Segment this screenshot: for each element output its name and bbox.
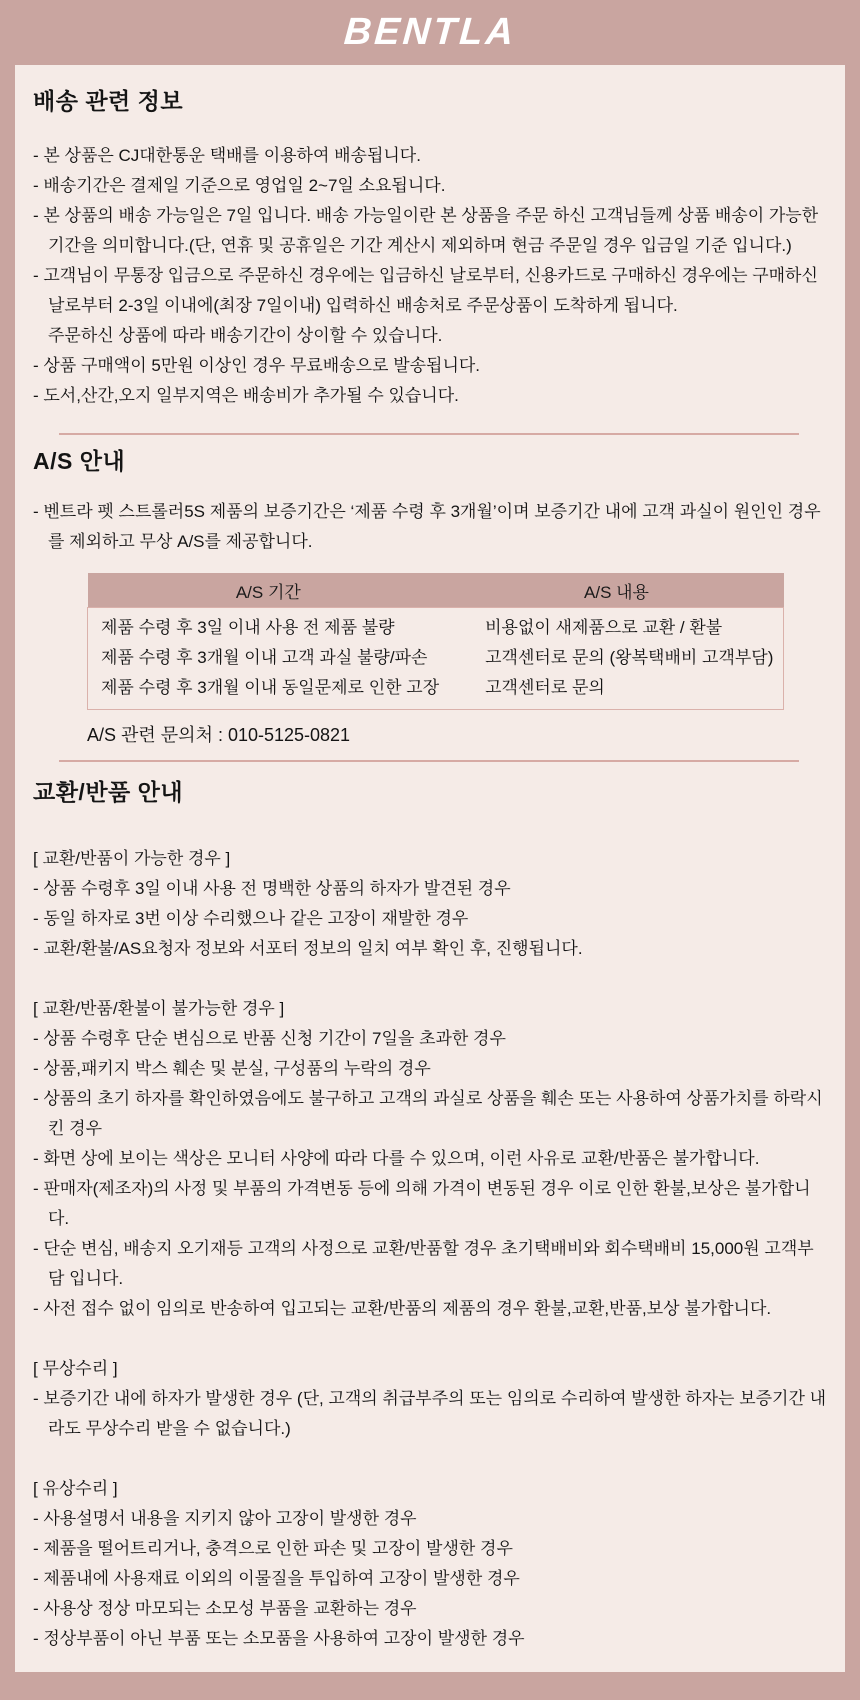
group-item: - 사용상 정상 마모되는 소모성 부품을 교환하는 경우 <box>33 1599 417 1618</box>
shipping-item-continuation: 주문하신 상품에 따라 배송기간이 상이할 수 있습니다. <box>48 326 443 345</box>
group-item: - 사용설명서 내용을 지키지 않아 고장이 발생한 경우 <box>33 1509 417 1528</box>
shipping-item: - 본 상품은 CJ대한통운 택배를 이용하여 배송됩니다. <box>33 146 421 165</box>
group-item: - 화면 상에 보이는 색상은 모니터 사양에 따라 다를 수 있으며, 이런 사유로 교환/반품은 불가합니다. <box>33 1149 760 1168</box>
exchange-group-possible <box>33 844 827 964</box>
section-divider <box>59 433 799 435</box>
exchange-group-impossible <box>33 994 827 1324</box>
group-item: - 교환/환불/AS요청자 정보와 서포터 정보의 일치 여부 확인 후, 진행됩니다. <box>33 939 583 958</box>
logo-bar <box>0 0 860 65</box>
group-heading: [ 교환/반품/환불이 불가능한 경우 ] <box>33 999 285 1018</box>
group-item: - 상품의 초기 하자를 확인하였음에도 불구하고 고객의 과실로 상품을 훼손 또는 사용하여 상품가치를 하락시킨 경우 <box>33 1089 823 1138</box>
as-content-cell: 비용없이 새제품으로 교환 / 환불 <box>485 618 723 637</box>
brand-logo: BENTLA <box>342 11 518 53</box>
section-divider <box>59 760 799 762</box>
as-period-cell: 제품 수령 후 3일 이내 사용 전 제품 불량 <box>101 618 395 637</box>
as-table <box>87 573 784 710</box>
content-panel <box>15 65 845 1672</box>
as-period-cell: 제품 수령 후 3개월 이내 고객 과실 불량/파손 <box>101 648 428 667</box>
as-table-header-row <box>88 573 784 608</box>
group-item: - 상품 수령후 3일 이내 사용 전 명백한 상품의 하자가 발견된 경우 <box>33 879 511 898</box>
as-section <box>33 445 827 750</box>
as-table-row <box>88 673 784 710</box>
group-item: - 제품내에 사용재료 이외의 이물질을 투입하여 고장이 발생한 경우 <box>33 1569 520 1588</box>
as-content-cell: 고객센터로 문의 (왕복택배비 고객부담) <box>485 648 774 667</box>
group-heading: [ 유상수리 ] <box>33 1479 118 1498</box>
group-item: - 동일 하자로 3번 이상 수리했으나 같은 고장이 재발한 경우 <box>33 909 469 928</box>
as-intro: - 벤트라 펫 스트롤러5S 제품의 보증기간은 ‘제품 수령 후 3개월’이며 보증기간 내에 고객 과실이 원인인 경우를 제외하고 무상 A/S를 제공합니다. <box>33 502 821 551</box>
shipping-item: - 고객님이 무통장 입금으로 주문하신 경우에는 입금하신 날로부터, 신용카드로 구매하신 경우에는 구매하신 날로부터 2-3일 이내에(최장 7일이내) 입력하신 배송처로 주문상품이 도착하게 됩니다. <box>33 266 818 315</box>
group-item: - 상품 수령후 단순 변심으로 반품 신청 기간이 7일을 초과한 경우 <box>33 1029 506 1048</box>
shipping-list <box>33 141 827 411</box>
as-table-header-period: A/S 기간 <box>88 573 450 608</box>
as-content-cell: 고객센터로 문의 <box>485 678 605 697</box>
shipping-item: - 상품 구매액이 5만원 이상인 경우 무료배송으로 발송됩니다. <box>33 356 481 375</box>
as-table-row <box>88 643 784 673</box>
group-item: - 판매자(제조자)의 사정 및 부품의 가격변동 등에 의해 가격이 변동된 경우 이로 인한 환불,보상은 불가합니다. <box>33 1179 811 1228</box>
group-heading: [ 무상수리 ] <box>33 1359 118 1378</box>
shipping-item: - 본 상품의 배송 가능일은 7일 입니다. 배송 가능일이란 본 상품을 주문 하신 고객님들께 상품 배송이 가능한 기간을 의미합니다.(단, 연휴 및 공휴일은 기간 계산시 제외하며 현금 주문일 경우 입금일 기준 입니다.) <box>33 206 819 255</box>
exchange-section <box>33 776 827 1654</box>
exchange-section-title: 교환/반품 안내 <box>33 779 184 805</box>
shipping-section-title: 배송 관련 정보 <box>33 88 184 114</box>
group-item: - 정상부품이 아닌 부품 또는 소모품을 사용하여 고장이 발생한 경우 <box>33 1629 525 1648</box>
group-item: - 보증기간 내에 하자가 발생한 경우 (단, 고객의 취급부주의 또는 임의로 수리하여 발생한 하자는 보증기간 내라도 무상수리 받을 수 없습니다.) <box>33 1389 827 1438</box>
as-table-header-content: A/S 내용 <box>449 573 784 608</box>
group-item: - 상품,패키지 박스 훼손 및 분실, 구성품의 누락의 경우 <box>33 1059 431 1078</box>
as-table-row <box>88 608 784 644</box>
as-section-title: A/S 안내 <box>33 448 126 474</box>
shipping-item: - 도서,산간,오지 일부지역은 배송비가 추가될 수 있습니다. <box>33 386 459 405</box>
as-period-cell: 제품 수령 후 3개월 이내 동일문제로 인한 고장 <box>101 678 440 697</box>
shipping-section <box>33 85 827 411</box>
group-item: - 제품을 떨어트리거나, 충격으로 인한 파손 및 고장이 발생한 경우 <box>33 1539 513 1558</box>
free-repair-group <box>33 1354 827 1444</box>
group-item: - 사전 접수 없이 임의로 반송하여 입고되는 교환/반품의 제품의 경우 환불,교환,반품,보상 불가합니다. <box>33 1299 772 1318</box>
group-heading: [ 교환/반품이 가능한 경우 ] <box>33 849 231 868</box>
paid-repair-group <box>33 1474 827 1654</box>
group-item: - 단순 변심, 배송지 오기재등 고객의 사정으로 교환/반품할 경우 초기택배비와 회수택배비 15,000원 고객부담 입니다. <box>33 1239 814 1288</box>
as-contact: A/S 관련 문의처 : 010-5125-0821 <box>87 725 351 745</box>
shipping-item: - 배송기간은 결제일 기준으로 영업일 2~7일 소요됩니다. <box>33 176 446 195</box>
